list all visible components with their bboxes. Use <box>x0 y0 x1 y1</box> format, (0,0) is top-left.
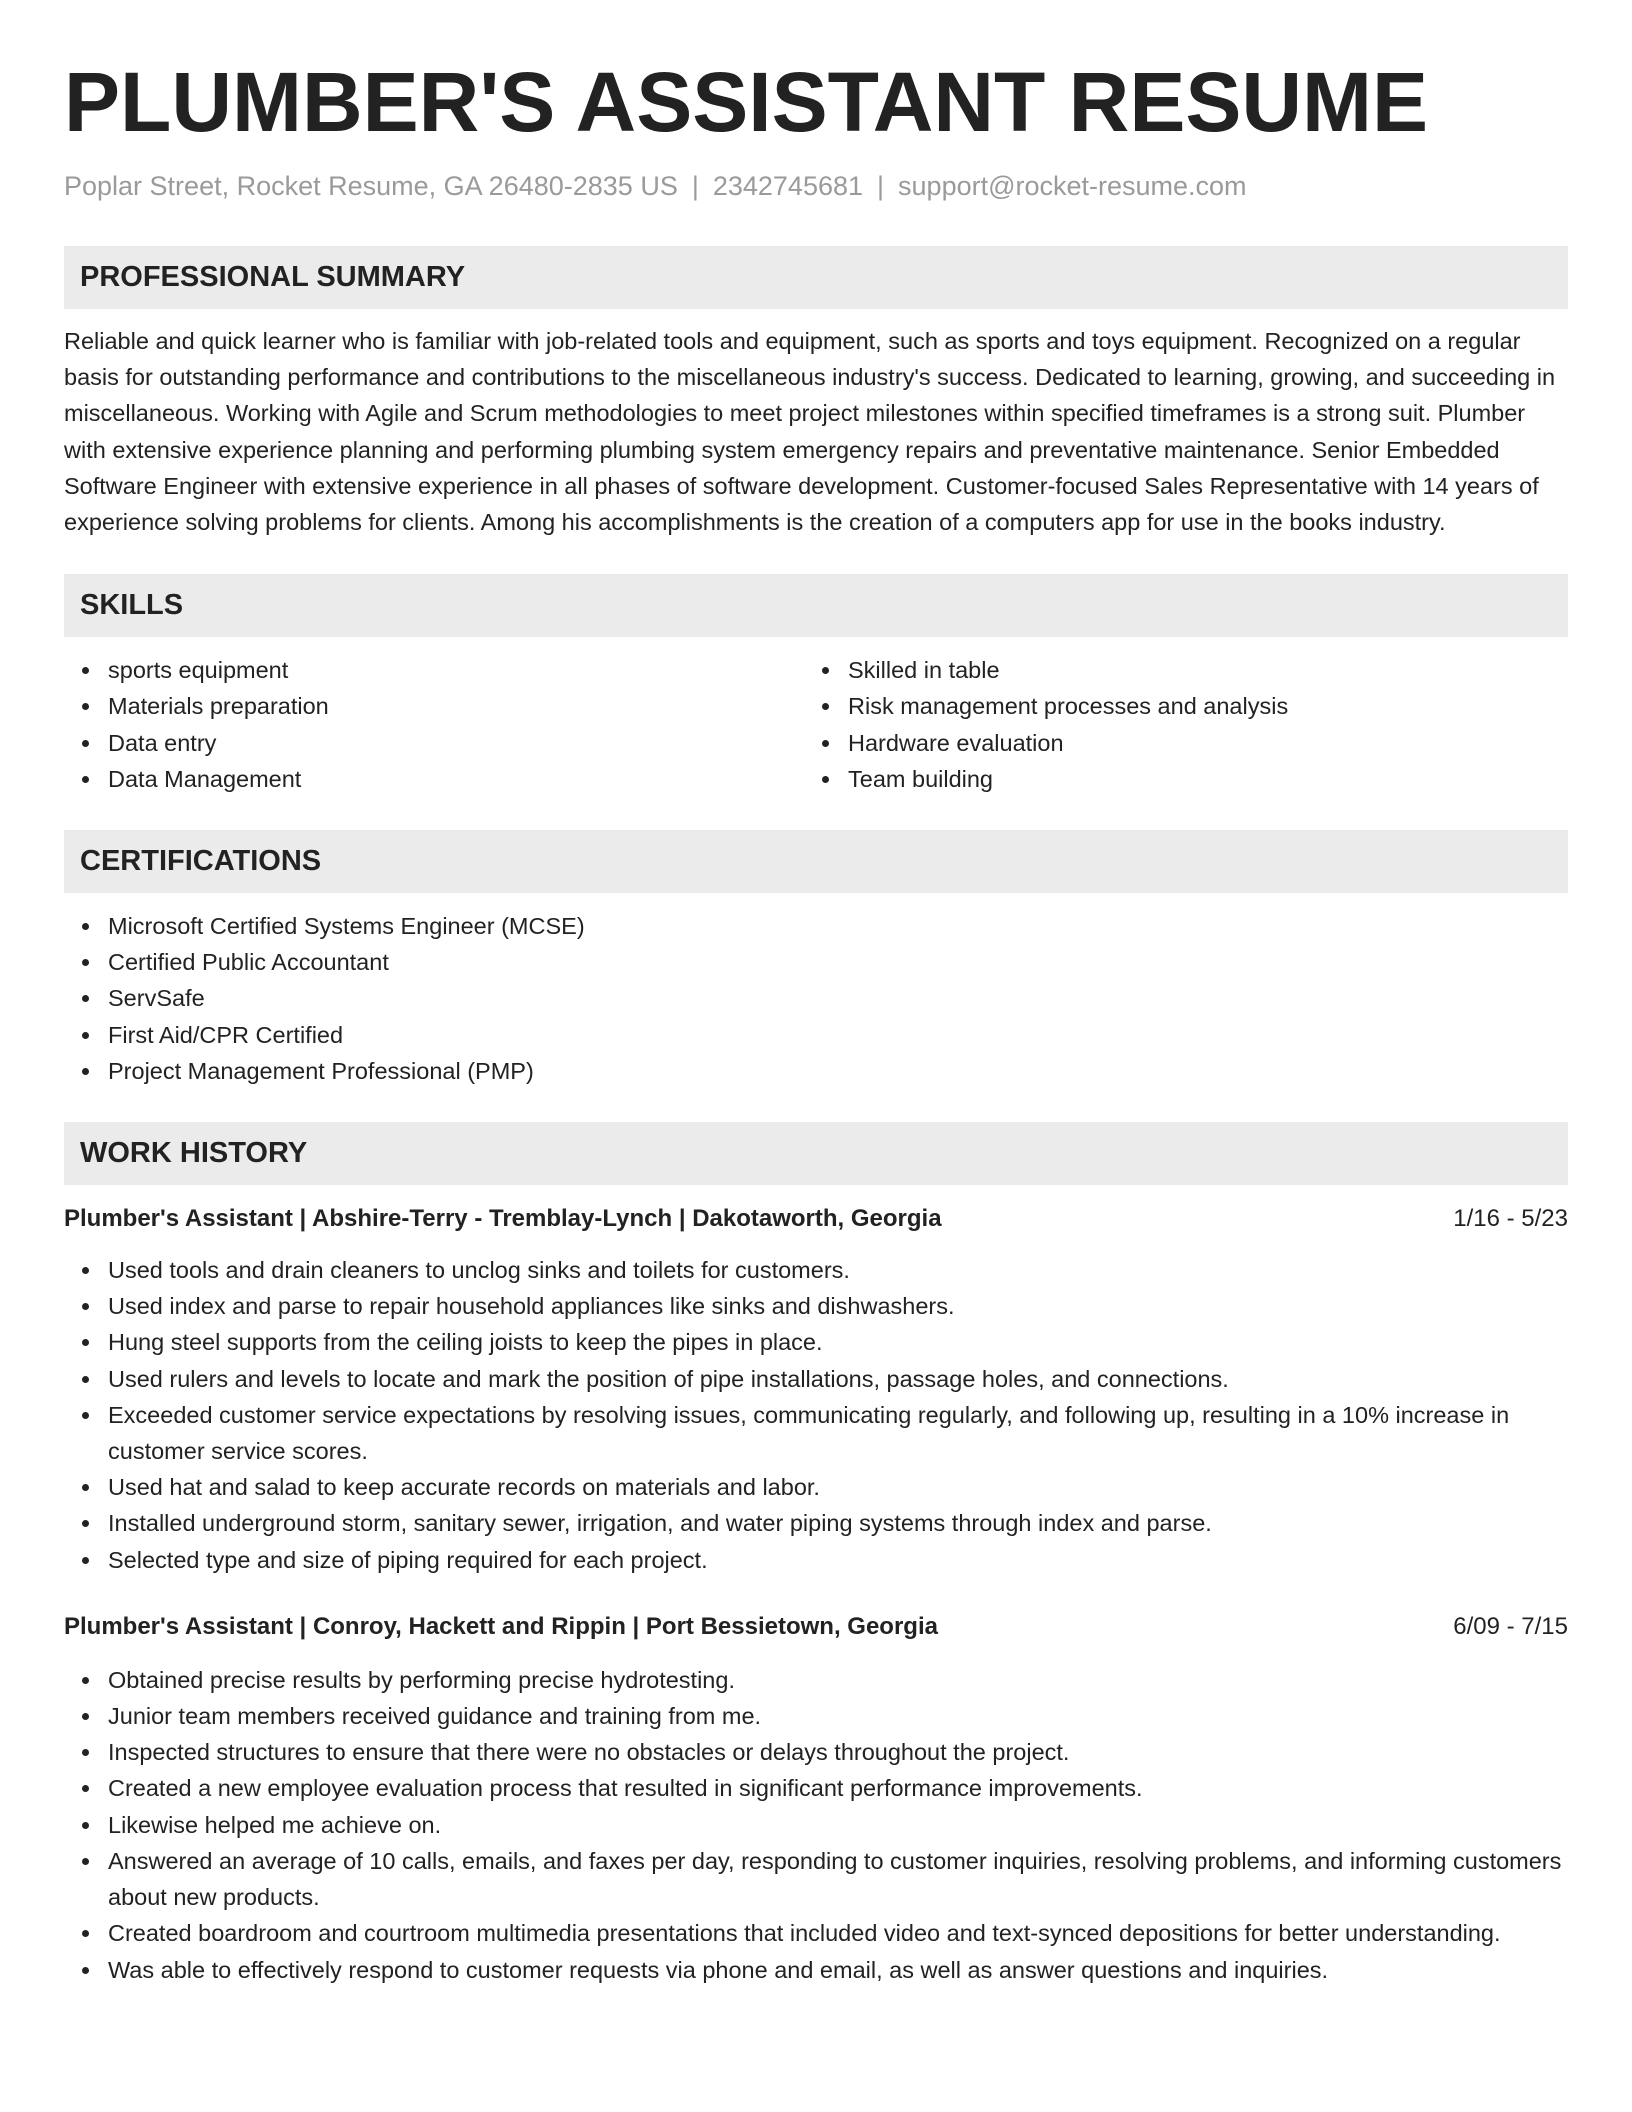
job-entry <box>64 1609 1568 1988</box>
skill-item: Materials preparation <box>64 688 804 724</box>
job-bullet: Selected type and size of piping required for each project. <box>64 1542 1568 1578</box>
contact-line <box>64 168 1568 204</box>
section-header-work-history: WORK HISTORY <box>64 1122 1568 1185</box>
job-bullet: Used rulers and levels to locate and mark the position of pipe installations, passage holes, and connections. <box>64 1361 1568 1397</box>
job-bullet: Answered an average of 10 calls, emails, and faxes per day, responding to customer inquiries, resolving problems, and informing customers about new products. <box>64 1843 1568 1915</box>
job-bullet: Was able to effectively respond to customer requests via phone and email, as well as answer questions and inquiries. <box>64 1952 1568 1988</box>
contact-phone: 2342745681 <box>712 171 864 201</box>
skill-item: Skilled in table <box>804 652 1544 688</box>
skills-column-left <box>64 652 804 797</box>
skill-item: sports equipment <box>64 652 804 688</box>
section-header-certifications: CERTIFICATIONS <box>64 830 1568 893</box>
job-bullet: Installed underground storm, sanitary sewer, irrigation, and water piping systems through index and parse. <box>64 1505 1568 1541</box>
contact-email[interactable]: support@rocket-resume.com <box>898 171 1247 201</box>
job-title: Plumber's Assistant | Abshire-Terry - Tremblay-Lynch | Dakotaworth, Georgia <box>64 1205 942 1233</box>
skill-item: Data Management <box>64 761 804 797</box>
job-title: Plumber's Assistant | Conroy, Hackett and Rippin | Port Bessietown, Georgia <box>64 1612 938 1640</box>
certification-item: Microsoft Certified Systems Engineer (MCSE) <box>64 908 1568 944</box>
skill-item: Team building <box>804 761 1544 797</box>
job-dates: 6/09 - 7/15 <box>1453 1612 1568 1640</box>
skill-item: Data entry <box>64 725 804 761</box>
job-bullet: Hung steel supports from the ceiling joists to keep the pipes in place. <box>64 1324 1568 1360</box>
certification-item: ServSafe <box>64 980 1568 1016</box>
section-header-skills: SKILLS <box>64 574 1568 637</box>
section-header-summary: PROFESSIONAL SUMMARY <box>64 246 1568 309</box>
job-bullet: Used hat and salad to keep accurate records on materials and labor. <box>64 1469 1568 1505</box>
summary-paragraph: Reliable and quick learner who is familiar with job-related tools and equipment, such as sports and toys equipment. Recognized on a regular basis for outstanding performance and contributions to the miscellaneous industry's success. Dedicated to learning, growing, and succeeding in miscellaneous. Working with Agile and Scrum methodologies to meet project milestones within specified timeframes is a strong suit. Plumber with extensive experience planning and performing plumbing system emergency repairs and preventative maintenance. Senior Embedded Software Engineer with extensive experience in all phases of software development. Customer-focused Sales Representative with 14 years of experience solving problems for clients. Among his accomplishments is the creation of a computers app for use in the books industry. <box>64 328 1556 536</box>
job-bullet: Created boardroom and courtroom multimedia presentations that included video and text-synced depositions for better understanding. <box>64 1915 1568 1951</box>
skill-item: Hardware evaluation <box>804 725 1544 761</box>
job-bullet: Junior team members received guidance and training from me. <box>64 1698 1568 1734</box>
job-bullet: Used tools and drain cleaners to unclog sinks and toilets for customers. <box>64 1252 1568 1288</box>
job-bullet: Obtained precise results by performing precise hydrotesting. <box>64 1662 1568 1698</box>
job-entry <box>64 1201 1568 1578</box>
resume-title: PLUMBER'S ASSISTANT RESUME <box>64 55 1429 149</box>
job-bullet: Used index and parse to repair household appliances like sinks and dishwashers. <box>64 1288 1568 1324</box>
certifications-list <box>64 908 1568 1089</box>
job-bullet: Likewise helped me achieve on. <box>64 1807 1568 1843</box>
contact-separator: | <box>691 171 699 201</box>
job-dates: 1/16 - 5/23 <box>1453 1205 1568 1233</box>
contact-separator: | <box>877 171 885 201</box>
skills-list <box>64 652 1568 797</box>
job-bullets <box>64 1252 1568 1578</box>
contact-address: Poplar Street, Rocket Resume, GA 26480-2835 US <box>64 171 678 201</box>
job-header <box>64 1201 1568 1237</box>
skills-column-right <box>804 652 1544 797</box>
certification-item: First Aid/CPR Certified <box>64 1017 1568 1053</box>
job-bullet: Inspected structures to ensure that there were no obstacles or delays throughout the project. <box>64 1734 1568 1770</box>
skill-item: Risk management processes and analysis <box>804 688 1544 724</box>
job-bullet: Created a new employee evaluation process that resulted in significant performance improvements. <box>64 1770 1568 1806</box>
job-header <box>64 1609 1568 1645</box>
job-bullets <box>64 1662 1568 1988</box>
certification-item: Certified Public Accountant <box>64 944 1568 980</box>
certification-item: Project Management Professional (PMP) <box>64 1053 1568 1089</box>
job-bullet: Exceeded customer service expectations by resolving issues, communicating regularly, and following up, resulting in a 10% increase in customer service scores. <box>64 1397 1568 1469</box>
